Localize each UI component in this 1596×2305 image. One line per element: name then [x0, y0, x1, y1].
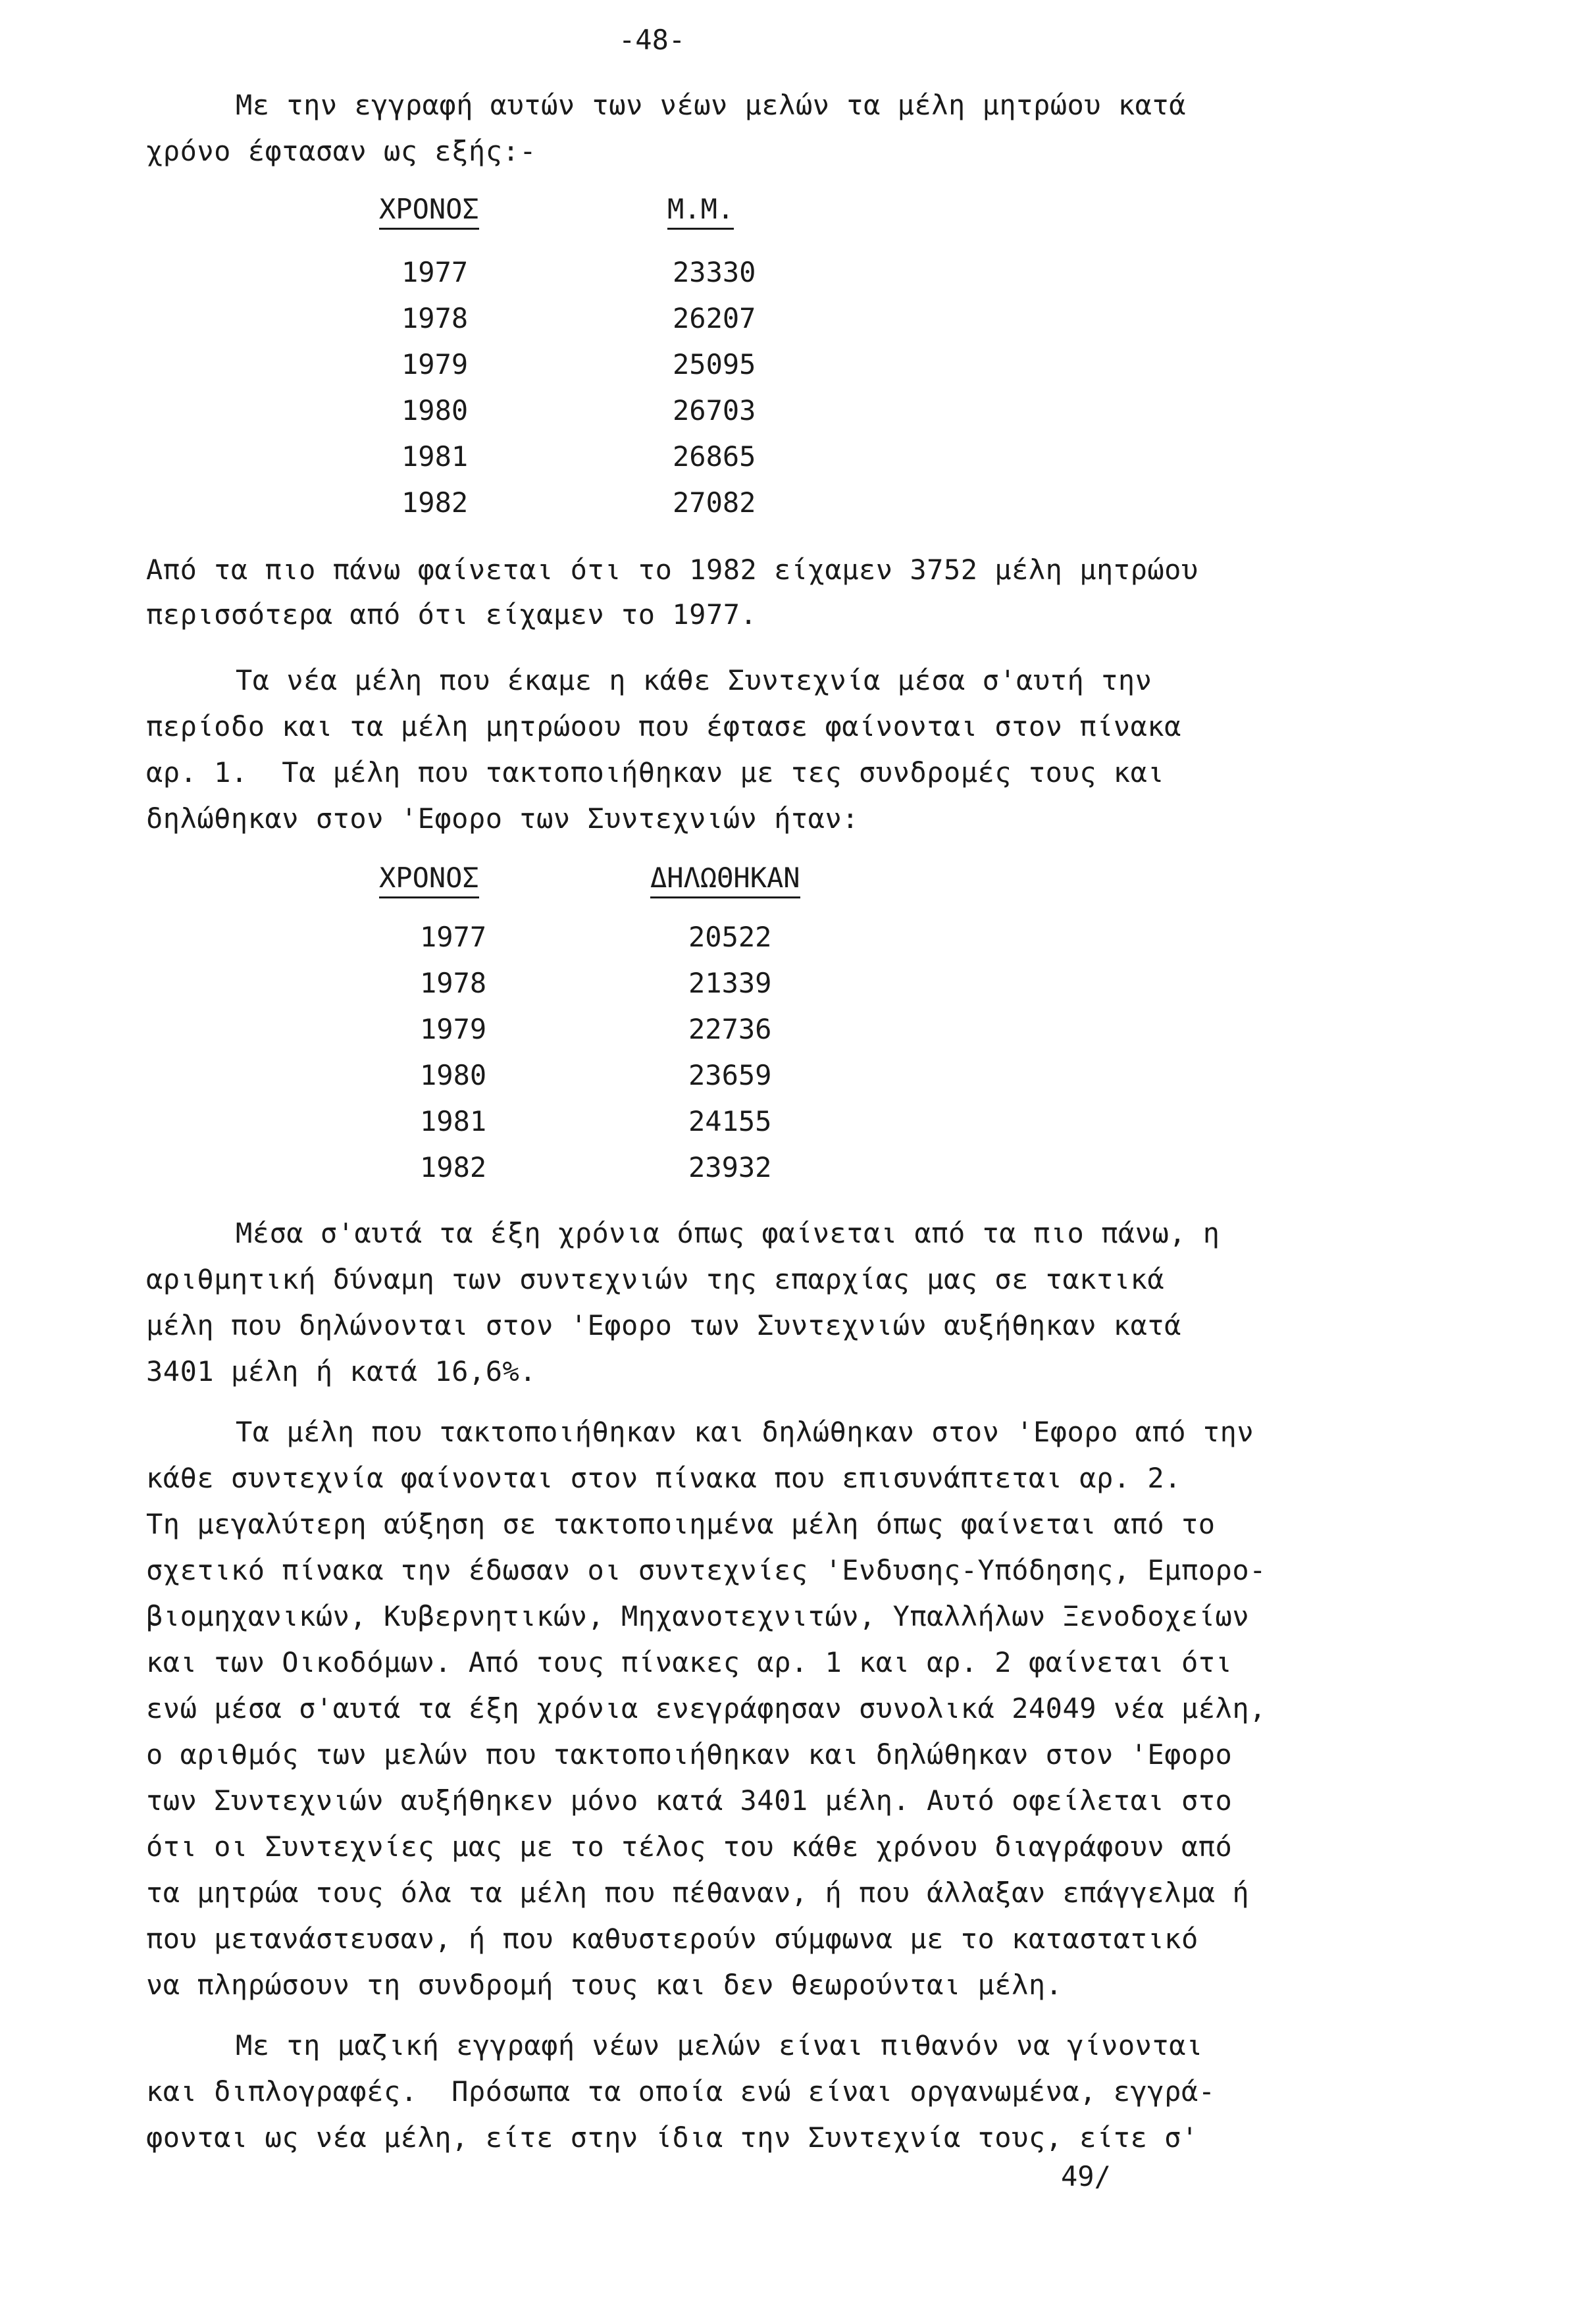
paragraph-line: δηλώθηκαν στον 'Εφορο των Συντεχνιών ήταν: — [146, 802, 860, 835]
table-cell: 1981 — [401, 440, 469, 473]
paragraph-line: ενώ μέσα σ'αυτά τα έξη χρόνια ενεγράφησαν συνολικά 24049 νέα μέλη, — [146, 1692, 1266, 1724]
table-cell: 1977 — [420, 921, 487, 953]
paragraph-line: φονται ως νέα μέλη, είτε στην ίδια την Συντεχνία τους, είτε σ' — [146, 2121, 1198, 2154]
paragraph-line: 3401 μέλη ή κατά 16,6%. — [146, 1355, 537, 1387]
paragraph-line: Τα νέα μέλη που έκαμε η κάθε Συντεχνία μέσα σ'αυτή την — [236, 664, 1152, 696]
paragraph-line: και των Οικοδόμων. Από τους πίνακες αρ. 1 και αρ. 2 φαίνεται ότι — [146, 1646, 1233, 1678]
table-cell: 1980 — [401, 394, 469, 427]
paragraph-line: Τη μεγαλύτερη αύξηση σε τακτοποιημένα μέλη όπως φαίνεται από το — [146, 1508, 1216, 1540]
table2-header-year: ΧΡΟΝΟΣ — [379, 861, 479, 898]
paragraph-line: των Συντεχνιών αυξήθηκεν μόνο κατά 3401 μέλη. Αυτό οφείλεται στο — [146, 1784, 1233, 1817]
intro-line: χρόνο έφτασαν ως εξής:- — [146, 135, 537, 167]
table-cell: 1982 — [401, 486, 469, 519]
paragraph-line: που μετανάστευσαν, ή που καθυστερούν σύμφωνα με το καταστατικό — [146, 1923, 1198, 1955]
table-cell: 1980 — [420, 1059, 487, 1091]
paragraph-line: Τα μέλη που τακτοποιήθηκαν και δηλώθηκαν στον 'Εφορο από την — [236, 1416, 1254, 1448]
table1-header-members: Μ.Μ. — [667, 192, 734, 230]
paragraph-line: Μέσα σ'αυτά τα έξη χρόνια όπως φαίνεται από τα πιο πάνω, η — [236, 1217, 1220, 1249]
table-cell: 23932 — [688, 1151, 772, 1183]
table2-header-declared: ΔΗΛΩΘΗΚΑΝ — [650, 861, 800, 898]
table-cell: 1978 — [401, 302, 469, 334]
paragraph-line: Με τη μαζική εγγραφή νέων μελών είναι πιθανόν να γίνονται — [236, 2029, 1203, 2061]
paragraph-line: ότι οι Συντεχνίες μας με το τέλος του κάθε χρόνου διαγράφουν από — [146, 1830, 1233, 1863]
paragraph-line: βιομηχανικών, Κυβερνητικών, Μηχανοτεχνιτών, Υπαλλήλων Ξενοδοχείων — [146, 1600, 1250, 1632]
table-cell: 22736 — [688, 1013, 772, 1045]
table-cell: 1982 — [420, 1151, 487, 1183]
next-page-marker: 49/ — [1061, 2160, 1111, 2192]
table-cell: 20522 — [688, 921, 772, 953]
table-cell: 1977 — [401, 256, 469, 288]
paragraph-line: τα μητρώα τους όλα τα μέλη που πέθαναν, ή που άλλαξαν επάγγελμα ή — [146, 1877, 1250, 1909]
table-cell: 1979 — [401, 348, 469, 380]
table-cell: 1978 — [420, 967, 487, 999]
paragraph-line: και διπλογραφές. Πρόσωπα τα οποία ενώ είναι οργανωμένα, εγγρά- — [146, 2075, 1216, 2108]
table-cell: 25095 — [673, 348, 756, 380]
intro-line: Με την εγγραφή αυτών των νέων μελών τα μέλη μητρώου κατά — [236, 89, 1187, 121]
table-cell: 26207 — [673, 302, 756, 334]
paragraph-line: κάθε συντεχνία φαίνονται στον πίνακα που επισυνάπτεται αρ. 2. — [146, 1462, 1181, 1494]
table-cell: 1979 — [420, 1013, 487, 1045]
paragraph-line: μέλη που δηλώνονται στον 'Εφορο των Συντεχνιών αυξήθηκαν κατά — [146, 1309, 1181, 1341]
table-cell: 26703 — [673, 394, 756, 427]
table-cell: 24155 — [688, 1105, 772, 1137]
table1-header-year: ΧΡΟΝΟΣ — [379, 192, 479, 230]
table-cell: 1981 — [420, 1105, 487, 1137]
paragraph-line: αριθμητική δύναμη των συντεχνιών της επαρχίας μας σε τακτικά — [146, 1263, 1165, 1295]
table-cell: 21339 — [688, 967, 772, 999]
table-cell: 26865 — [673, 440, 756, 473]
paragraph-line: αρ. 1. Τα μέλη που τακτοποιήθηκαν με τες συνδρομές τους και — [146, 756, 1165, 789]
paragraph-line: ο αριθμός των μελών που τακτοποιήθηκαν και δηλώθηκαν στον 'Εφορο — [146, 1738, 1233, 1771]
table-cell: 27082 — [673, 486, 756, 519]
paragraph-line: περισσότερα από ότι είχαμεν το 1977. — [146, 598, 758, 631]
paragraph-line: σχετικό πίνακα την έδωσαν οι συντεχνίες 'Ενδυσης-Υπόδησης, Εμπορο- — [146, 1554, 1266, 1586]
table-cell: 23330 — [673, 256, 756, 288]
paragraph-line: περίοδο και τα μέλη μητρώοου που έφτασε φαίνονται στον πίνακα — [146, 710, 1181, 742]
paragraph-line: Από τα πιο πάνω φαίνεται ότι το 1982 είχαμεν 3752 μέλη μητρώου — [146, 554, 1198, 586]
page-number: -48- — [619, 24, 686, 56]
paragraph-line: να πληρώσουν τη συνδρομή τους και δεν θεωρούνται μέλη. — [146, 1969, 1063, 2001]
table-cell: 23659 — [688, 1059, 772, 1091]
